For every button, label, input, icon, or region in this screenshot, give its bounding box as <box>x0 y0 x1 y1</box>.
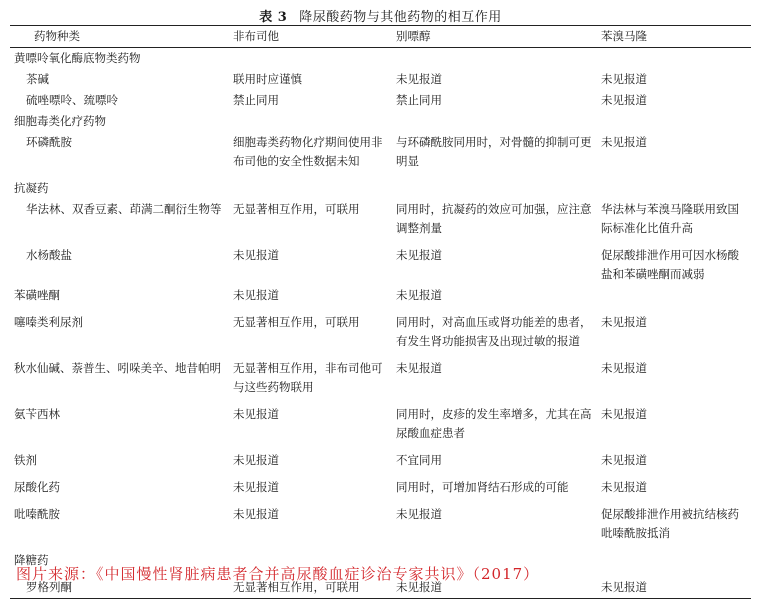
table-row <box>10 471 751 498</box>
header-drug-class: 药物种类 <box>10 26 231 48</box>
febuxostat-cell: 未见报道 <box>233 288 279 302</box>
drug-name-cell: 水杨酸盐 <box>26 248 72 262</box>
benzbromarone-cell <box>599 111 751 132</box>
drug-name-cell: 秋水仙碱、萘普生、吲哚美辛、地昔帕明 <box>14 361 221 375</box>
table-row <box>10 90 751 111</box>
benzbromarone-cell: 华法林与苯溴马隆联用致国际标准化比值升高 <box>601 202 739 235</box>
benzbromarone-cell: 促尿酸排泄作用可因水杨酸盐和苯磺唑酮而减弱 <box>601 248 739 281</box>
benzbromarone-cell: 未见报道 <box>601 72 647 86</box>
allopurinol-cell: 同用时，皮疹的发生率增多，尤其在高尿酸血症患者 <box>396 407 592 440</box>
febuxostat-cell: 未见报道 <box>233 248 279 262</box>
allopurinol-cell: 未见报道 <box>396 248 442 262</box>
benzbromarone-cell: 未见报道 <box>599 571 751 599</box>
benzbromarone-cell: 未见报道 <box>601 93 647 107</box>
allopurinol-cell <box>394 111 599 132</box>
table-row <box>10 239 751 285</box>
drug-name-cell: 罗格列酮 <box>10 571 231 599</box>
benzbromarone-cell <box>599 172 751 199</box>
benzbromarone-cell: 未见报道 <box>601 453 647 467</box>
table-row <box>10 498 751 544</box>
febuxostat-cell: 无显著相互作用，可联用 <box>233 315 360 329</box>
table-row <box>10 172 751 199</box>
benzbromarone-cell <box>599 48 751 70</box>
drug-name-cell: 吡嗪酰胺 <box>14 507 60 521</box>
table-row <box>10 444 751 471</box>
header-febuxostat: 非布司他 <box>231 26 394 48</box>
allopurinol-cell: 同用时，可增加肾结石形成的可能 <box>396 480 569 494</box>
febuxostat-cell: 未见报道 <box>233 407 279 421</box>
table-row <box>10 111 751 132</box>
febuxostat-cell: 未见报道 <box>233 453 279 467</box>
drug-name-cell: 氨苄西林 <box>14 407 60 421</box>
table-number: 表 3 <box>259 10 288 25</box>
febuxostat-cell: 联用时应谨慎 <box>233 72 302 86</box>
drug-name-cell: 硫唑嘌呤、巯嘌呤 <box>26 93 118 107</box>
allopurinol-cell: 禁止同用 <box>396 93 442 107</box>
drug-name-cell: 黄嘌呤氧化酶底物类药物 <box>14 51 141 65</box>
source-note: 图片来源：《中国慢性肾脏病患者合并高尿酸血症诊治专家共识》（2017） <box>16 565 540 583</box>
table-row <box>10 285 751 306</box>
table-row <box>10 199 751 239</box>
febuxostat-cell: 无显著相互作用，非布司他可与这些药物联用 <box>233 361 383 394</box>
table-row <box>10 398 751 444</box>
table-row <box>10 306 751 352</box>
allopurinol-cell: 与环磷酰胺同用时，对骨髓的抑制可更明显 <box>396 135 592 168</box>
allopurinol-cell: 未见报道 <box>396 361 442 375</box>
allopurinol-cell: 不宜同用 <box>396 453 442 467</box>
drug-interaction-table <box>10 25 751 599</box>
febuxostat-cell: 禁止同用 <box>233 93 279 107</box>
benzbromarone-cell <box>599 285 751 306</box>
header-benzbromarone: 苯溴马隆 <box>599 26 751 48</box>
table-header <box>10 26 751 48</box>
header-allopurinol: 别嘌醇 <box>394 26 599 48</box>
benzbromarone-cell: 未见报道 <box>601 361 647 375</box>
allopurinol-cell: 同用时，抗凝药的效应可加强，应注意调整剂量 <box>396 202 592 235</box>
benzbromarone-cell: 未见报道 <box>601 315 647 329</box>
allopurinol-cell <box>394 172 599 199</box>
febuxostat-cell: 未见报道 <box>233 480 279 494</box>
table-row <box>10 132 751 172</box>
benzbromarone-cell: 未见报道 <box>601 407 647 421</box>
febuxostat-cell: 细胞毒类药物化疗期间使用非布司他的安全性数据未知 <box>233 135 383 168</box>
febuxostat-cell <box>231 172 394 199</box>
drug-name-cell: 尿酸化药 <box>14 480 60 494</box>
benzbromarone-cell: 未见报道 <box>601 135 647 149</box>
febuxostat-cell: 无显著相互作用，可联用 <box>231 571 394 599</box>
allopurinol-cell <box>394 48 599 70</box>
table-row <box>10 48 751 70</box>
febuxostat-cell: 未见报道 <box>233 507 279 521</box>
table-row <box>10 352 751 398</box>
drug-name-cell: 降糖药 <box>14 553 49 567</box>
benzbromarone-cell <box>599 544 751 571</box>
drug-name-cell: 华法林、双香豆素、茚满二酮衍生物等 <box>26 202 222 216</box>
allopurinol-cell: 未见报道 <box>396 507 442 521</box>
febuxostat-cell: 无显著相互作用，可联用 <box>233 202 360 216</box>
table-caption <box>0 6 761 25</box>
drug-name-cell: 茶碱 <box>26 72 49 86</box>
allopurinol-cell: 未见报道 <box>396 72 442 86</box>
febuxostat-cell <box>231 48 394 70</box>
header-row <box>10 26 751 48</box>
drug-name-cell: 环磷酰胺 <box>26 135 72 149</box>
allopurinol-cell: 同用时，对高血压或肾功能差的患者，有发生肾功能损害及出现过敏的报道 <box>396 315 592 348</box>
table-body <box>10 48 751 599</box>
allopurinol-cell: 未见报道 <box>394 571 599 599</box>
febuxostat-cell <box>231 111 394 132</box>
table-row <box>10 69 751 90</box>
drug-name-cell: 抗凝药 <box>14 181 49 195</box>
table-title: 降尿酸药物与其他药物的相互作用 <box>299 10 502 25</box>
drug-name-cell: 苯磺唑酮 <box>14 288 60 302</box>
drug-name-cell: 细胞毒类化疗药物 <box>14 114 106 128</box>
drug-name-cell: 铁剂 <box>14 453 37 467</box>
drug-name-cell: 噻嗪类利尿剂 <box>14 315 83 329</box>
allopurinol-cell: 未见报道 <box>396 288 442 302</box>
benzbromarone-cell: 未见报道 <box>601 480 647 494</box>
benzbromarone-cell: 促尿酸排泄作用被抗结核药吡嗪酰胺抵消 <box>601 507 739 540</box>
